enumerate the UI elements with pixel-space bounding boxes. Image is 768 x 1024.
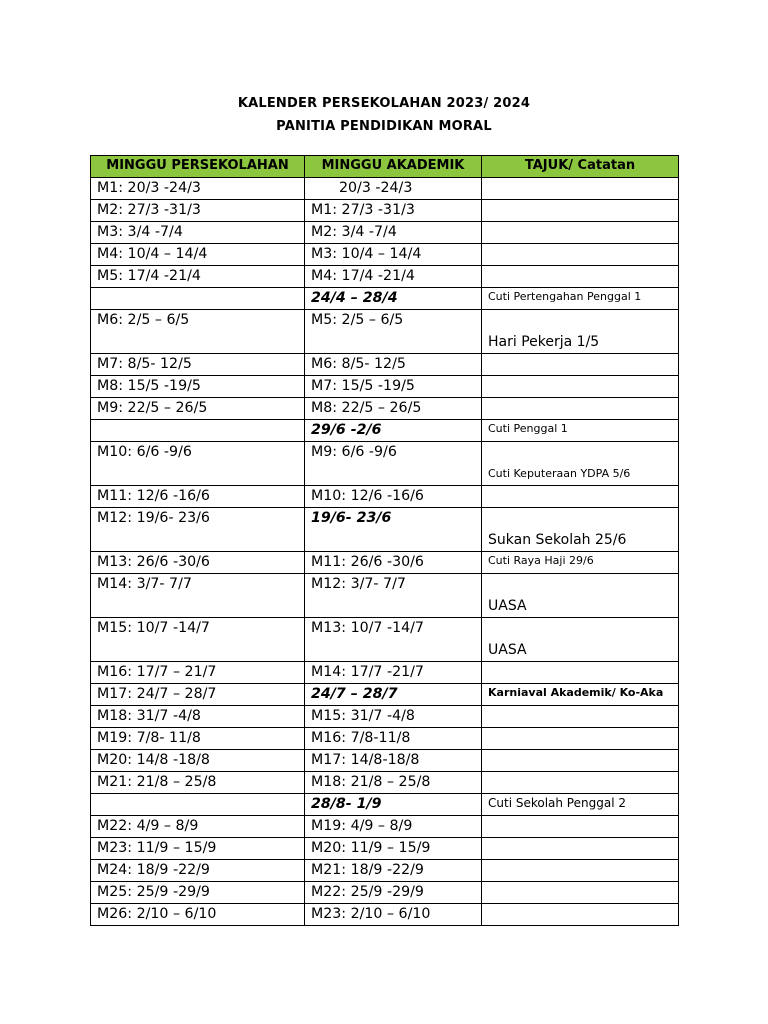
note-cell: [482, 376, 679, 398]
note-cell: [482, 266, 679, 288]
note-cell: [482, 794, 679, 816]
academic-week-cell: M21: 18/9 -22/9: [305, 860, 482, 882]
note-cell: [482, 398, 679, 420]
academic-week-cell: M6: 8/5- 12/5: [305, 354, 482, 376]
school-week-cell: [91, 288, 305, 310]
table-row: [91, 882, 679, 904]
academic-week-cell: M23: 2/10 – 6/10: [305, 904, 482, 926]
school-week-cell: M23: 11/9 – 15/9: [91, 838, 305, 860]
school-week-cell: M16: 17/7 – 21/7: [91, 662, 305, 684]
table-row: [91, 376, 679, 398]
school-week-cell: M26: 2/10 – 6/10: [91, 904, 305, 926]
school-week-cell: M14: 3/7- 7/7: [91, 574, 305, 618]
school-week-cell: M5: 17/4 -21/4: [91, 266, 305, 288]
academic-week-cell: M20: 11/9 – 15/9: [305, 838, 482, 860]
table-row: [91, 794, 679, 816]
note-cell: [482, 310, 679, 354]
note-text: Karniaval Akademik/ Ko-Aka: [488, 686, 664, 699]
school-week-cell: M4: 10/4 – 14/4: [91, 244, 305, 266]
note-cell: [482, 288, 679, 310]
note-text: UASA: [488, 598, 527, 614]
school-week-cell: M7: 8/5- 12/5: [91, 354, 305, 376]
academic-week-cell: M3: 10/4 – 14/4: [305, 244, 482, 266]
note-text: UASA: [488, 642, 527, 658]
school-week-cell: M1: 20/3 -24/3: [91, 178, 305, 200]
academic-week-cell: M13: 10/7 -14/7: [305, 618, 482, 662]
academic-week-cell: M8: 22/5 – 26/5: [305, 398, 482, 420]
table-row: [91, 266, 679, 288]
note-cell: [482, 860, 679, 882]
academic-week-cell: 29/6 -2/6: [305, 420, 482, 442]
table-row: [91, 838, 679, 860]
academic-week-cell: M9: 6/6 -9/6: [305, 442, 482, 486]
academic-week-cell: M4: 17/4 -21/4: [305, 266, 482, 288]
school-week-cell: M21: 21/8 – 25/8: [91, 772, 305, 794]
note-cell: [482, 904, 679, 926]
table-row: [91, 310, 679, 354]
academic-week-cell: M18: 21/8 – 25/8: [305, 772, 482, 794]
note-text: Cuti Sekolah Penggal 2: [488, 796, 626, 810]
academic-week-cell: M15: 31/7 -4/8: [305, 706, 482, 728]
table-row: [91, 684, 679, 706]
calendar-table: [90, 155, 679, 926]
table-row: [91, 398, 679, 420]
table-row: [91, 904, 679, 926]
academic-week-cell: M22: 25/9 -29/9: [305, 882, 482, 904]
academic-week-cell: M19: 4/9 – 8/9: [305, 816, 482, 838]
note-cell: [482, 882, 679, 904]
table-row: [91, 816, 679, 838]
table-row: [91, 728, 679, 750]
table-row: [91, 354, 679, 376]
academic-week-cell: M11: 26/6 -30/6: [305, 552, 482, 574]
table-row: [91, 552, 679, 574]
school-week-cell: M24: 18/9 -22/9: [91, 860, 305, 882]
school-week-cell: M3: 3/4 -7/4: [91, 222, 305, 244]
academic-week-cell: M5: 2/5 – 6/5: [305, 310, 482, 354]
note-cell: [482, 838, 679, 860]
table-row: [91, 860, 679, 882]
school-week-cell: M10: 6/6 -9/6: [91, 442, 305, 486]
school-week-cell: [91, 794, 305, 816]
note-text: Sukan Sekolah 25/6: [488, 532, 627, 548]
note-text: Cuti Pertengahan Penggal 1: [488, 290, 642, 303]
school-week-cell: M20: 14/8 -18/8: [91, 750, 305, 772]
school-week-cell: M13: 26/6 -30/6: [91, 552, 305, 574]
note-cell: [482, 772, 679, 794]
academic-week-cell: M7: 15/5 -19/5: [305, 376, 482, 398]
table-row: [91, 508, 679, 552]
note-cell: [482, 728, 679, 750]
school-week-cell: M19: 7/8- 11/8: [91, 728, 305, 750]
note-text: Cuti Raya Haji 29/6: [488, 554, 594, 567]
academic-week-cell: 28/8- 1/9: [305, 794, 482, 816]
academic-week-cell: M12: 3/7- 7/7: [305, 574, 482, 618]
academic-week-cell: 20/3 -24/3: [305, 178, 482, 200]
table-row: [91, 442, 679, 486]
table-row: [91, 486, 679, 508]
header-academic-week: MINGGU AKADEMIK: [305, 156, 482, 178]
table-row: [91, 200, 679, 222]
note-text: Cuti Keputeraan YDPA 5/6: [488, 467, 631, 480]
school-week-cell: M6: 2/5 – 6/5: [91, 310, 305, 354]
table-row: [91, 618, 679, 662]
academic-week-cell: M1: 27/3 -31/3: [305, 200, 482, 222]
note-cell: [482, 552, 679, 574]
table-row: [91, 750, 679, 772]
academic-week-cell: M14: 17/7 -21/7: [305, 662, 482, 684]
academic-week-cell: 19/6- 23/6: [305, 508, 482, 552]
note-cell: [482, 222, 679, 244]
note-cell: [482, 244, 679, 266]
school-week-cell: M2: 27/3 -31/3: [91, 200, 305, 222]
school-week-cell: [91, 420, 305, 442]
note-cell: [482, 420, 679, 442]
note-cell: [482, 574, 679, 618]
school-week-cell: M25: 25/9 -29/9: [91, 882, 305, 904]
table-row: [91, 706, 679, 728]
academic-week-cell: 24/4 – 28/4: [305, 288, 482, 310]
table-row: [91, 420, 679, 442]
table-row: [91, 574, 679, 618]
note-cell: [482, 750, 679, 772]
note-cell: [482, 706, 679, 728]
school-week-cell: M22: 4/9 – 8/9: [91, 816, 305, 838]
academic-week-cell: M17: 14/8-18/8: [305, 750, 482, 772]
academic-week-cell: 24/7 – 28/7: [305, 684, 482, 706]
table-row: [91, 244, 679, 266]
document-title: KALENDER PERSEKOLAHAN 2023/ 2024: [237, 96, 531, 111]
note-cell: [482, 684, 679, 706]
school-week-cell: M17: 24/7 – 28/7: [91, 684, 305, 706]
note-cell: [482, 508, 679, 552]
school-week-cell: M11: 12/6 -16/6: [91, 486, 305, 508]
school-week-cell: M12: 19/6- 23/6: [91, 508, 305, 552]
note-text: Cuti Penggal 1: [488, 422, 568, 435]
academic-week-cell: M10: 12/6 -16/6: [305, 486, 482, 508]
header-notes: TAJUK/ Catatan: [482, 156, 679, 178]
table-row: [91, 288, 679, 310]
document-subtitle: PANITIA PENDIDIKAN MORAL: [276, 119, 492, 134]
school-week-cell: M9: 22/5 – 26/5: [91, 398, 305, 420]
note-cell: [482, 618, 679, 662]
school-week-cell: M8: 15/5 -19/5: [91, 376, 305, 398]
header-row: [91, 156, 679, 178]
table-row: [91, 772, 679, 794]
note-cell: [482, 662, 679, 684]
note-text: Hari Pekerja 1/5: [488, 334, 600, 350]
academic-week-cell: M2: 3/4 -7/4: [305, 222, 482, 244]
table-row: [91, 178, 679, 200]
note-cell: [482, 200, 679, 222]
table-row: [91, 222, 679, 244]
school-week-cell: M15: 10/7 -14/7: [91, 618, 305, 662]
header-school-week: MINGGU PERSEKOLAHAN: [91, 156, 305, 178]
note-cell: [482, 442, 679, 486]
academic-week-cell: M16: 7/8-11/8: [305, 728, 482, 750]
school-week-cell: M18: 31/7 -4/8: [91, 706, 305, 728]
table-row: [91, 662, 679, 684]
note-cell: [482, 816, 679, 838]
note-cell: [482, 178, 679, 200]
note-cell: [482, 486, 679, 508]
note-cell: [482, 354, 679, 376]
